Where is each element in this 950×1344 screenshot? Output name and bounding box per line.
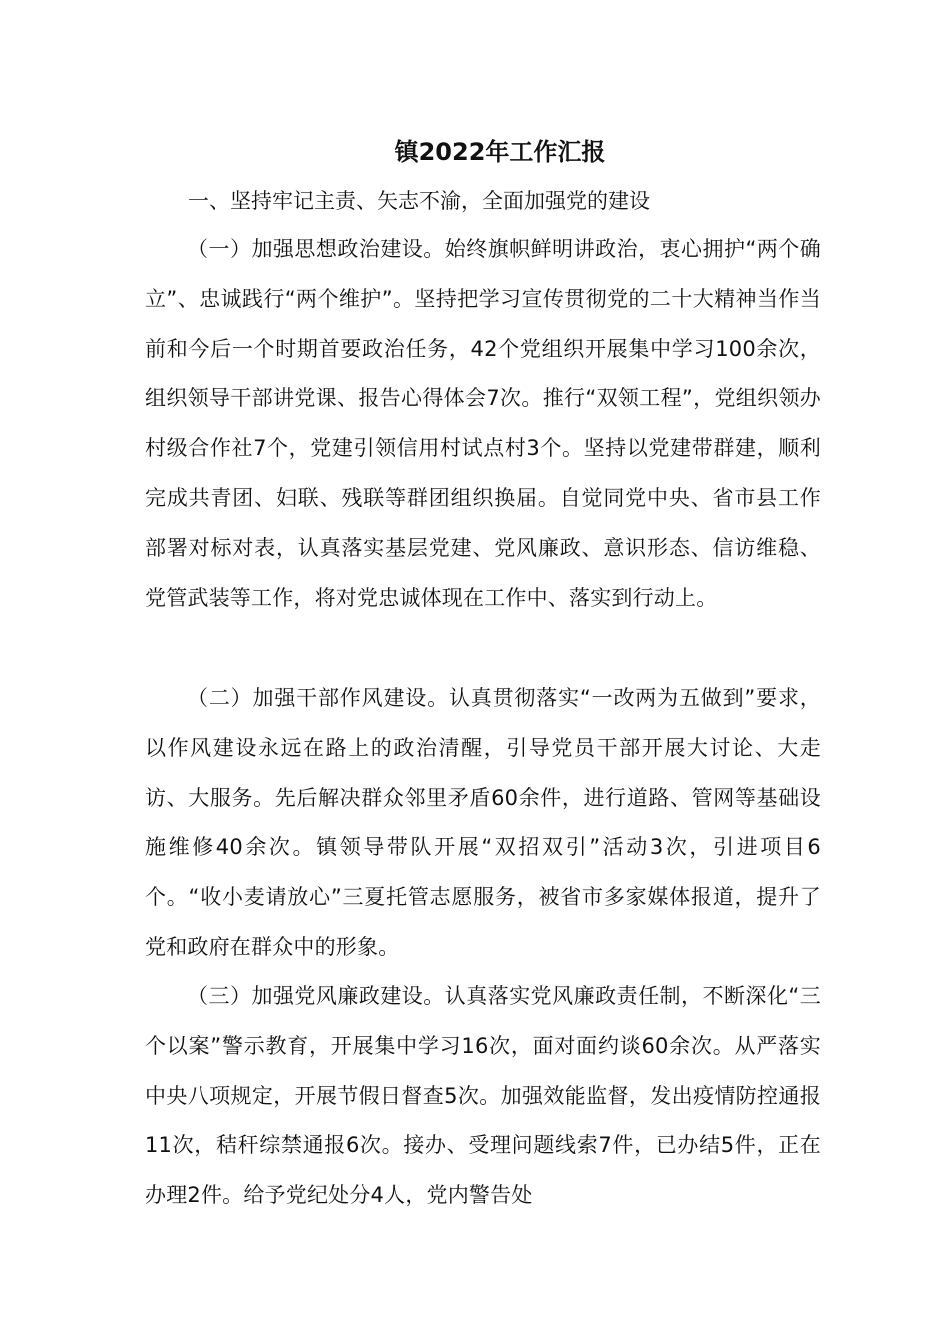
paragraph-cadre-style-building: （二）加强干部作风建设。认真贯彻落实“一改两为五做到”要求，以作风建设永远在路上的政治清醒，引导党员干部开展大讨论、大走访、大服务。先后解决群众邻里矛盾60余件，进行道路、管网等基础设施维修40余次。镇领导带队开展“双招双引”活动3次，引进项目6个。“收小麦请放心”三夏托管志愿服务，被省市多家媒体报道，提升了党和政府在群众中的形象。 xyxy=(145,686,821,959)
section-heading: 一、坚持牢记主责、矢志不渝，全面加强党的建设 xyxy=(188,189,650,213)
document-title: 镇2022年工作汇报 xyxy=(394,138,606,166)
paragraph-integrity-building: （三）加强党风廉政建设。认真落实党风廉政责任制，不断深化“三个以案”警示教育，开展集中学习16次，面对面约谈60余次。从严落实中央八项规定，开展节假日督查5次。加强效能监督，发出疫情防控通报11次，秸秆综禁通报6次。接办、受理问题线索7件，已办结5件，正在办理2件。给予党纪处分4人，党内警告处 xyxy=(145,984,821,1208)
paragraph-ideological-building: （一）加强思想政治建设。始终旗帜鲜明讲政治，衷心拥护“两个确立”、忠诚践行“两个维护”。坚持把学习宣传贯彻党的二十大精神当作当前和今后一个时期首要政治任务，42个党组织开展集中学习100余次，组织领导干部讲党课、报告心得体会7次。推行“双领工程”，党组织领办村级合作社7个，党建引领信用村试点村3个。坚持以党建带群建，顺利完成共青团、妇联、残联等群团组织换届。自觉同党中央、省市县工作部署对标对表，认真落实基层党建、党风廉政、意识形态、信访维稳、党管武装等工作，将对党忠诚体现在工作中、落实到行动上。 xyxy=(145,237,821,610)
